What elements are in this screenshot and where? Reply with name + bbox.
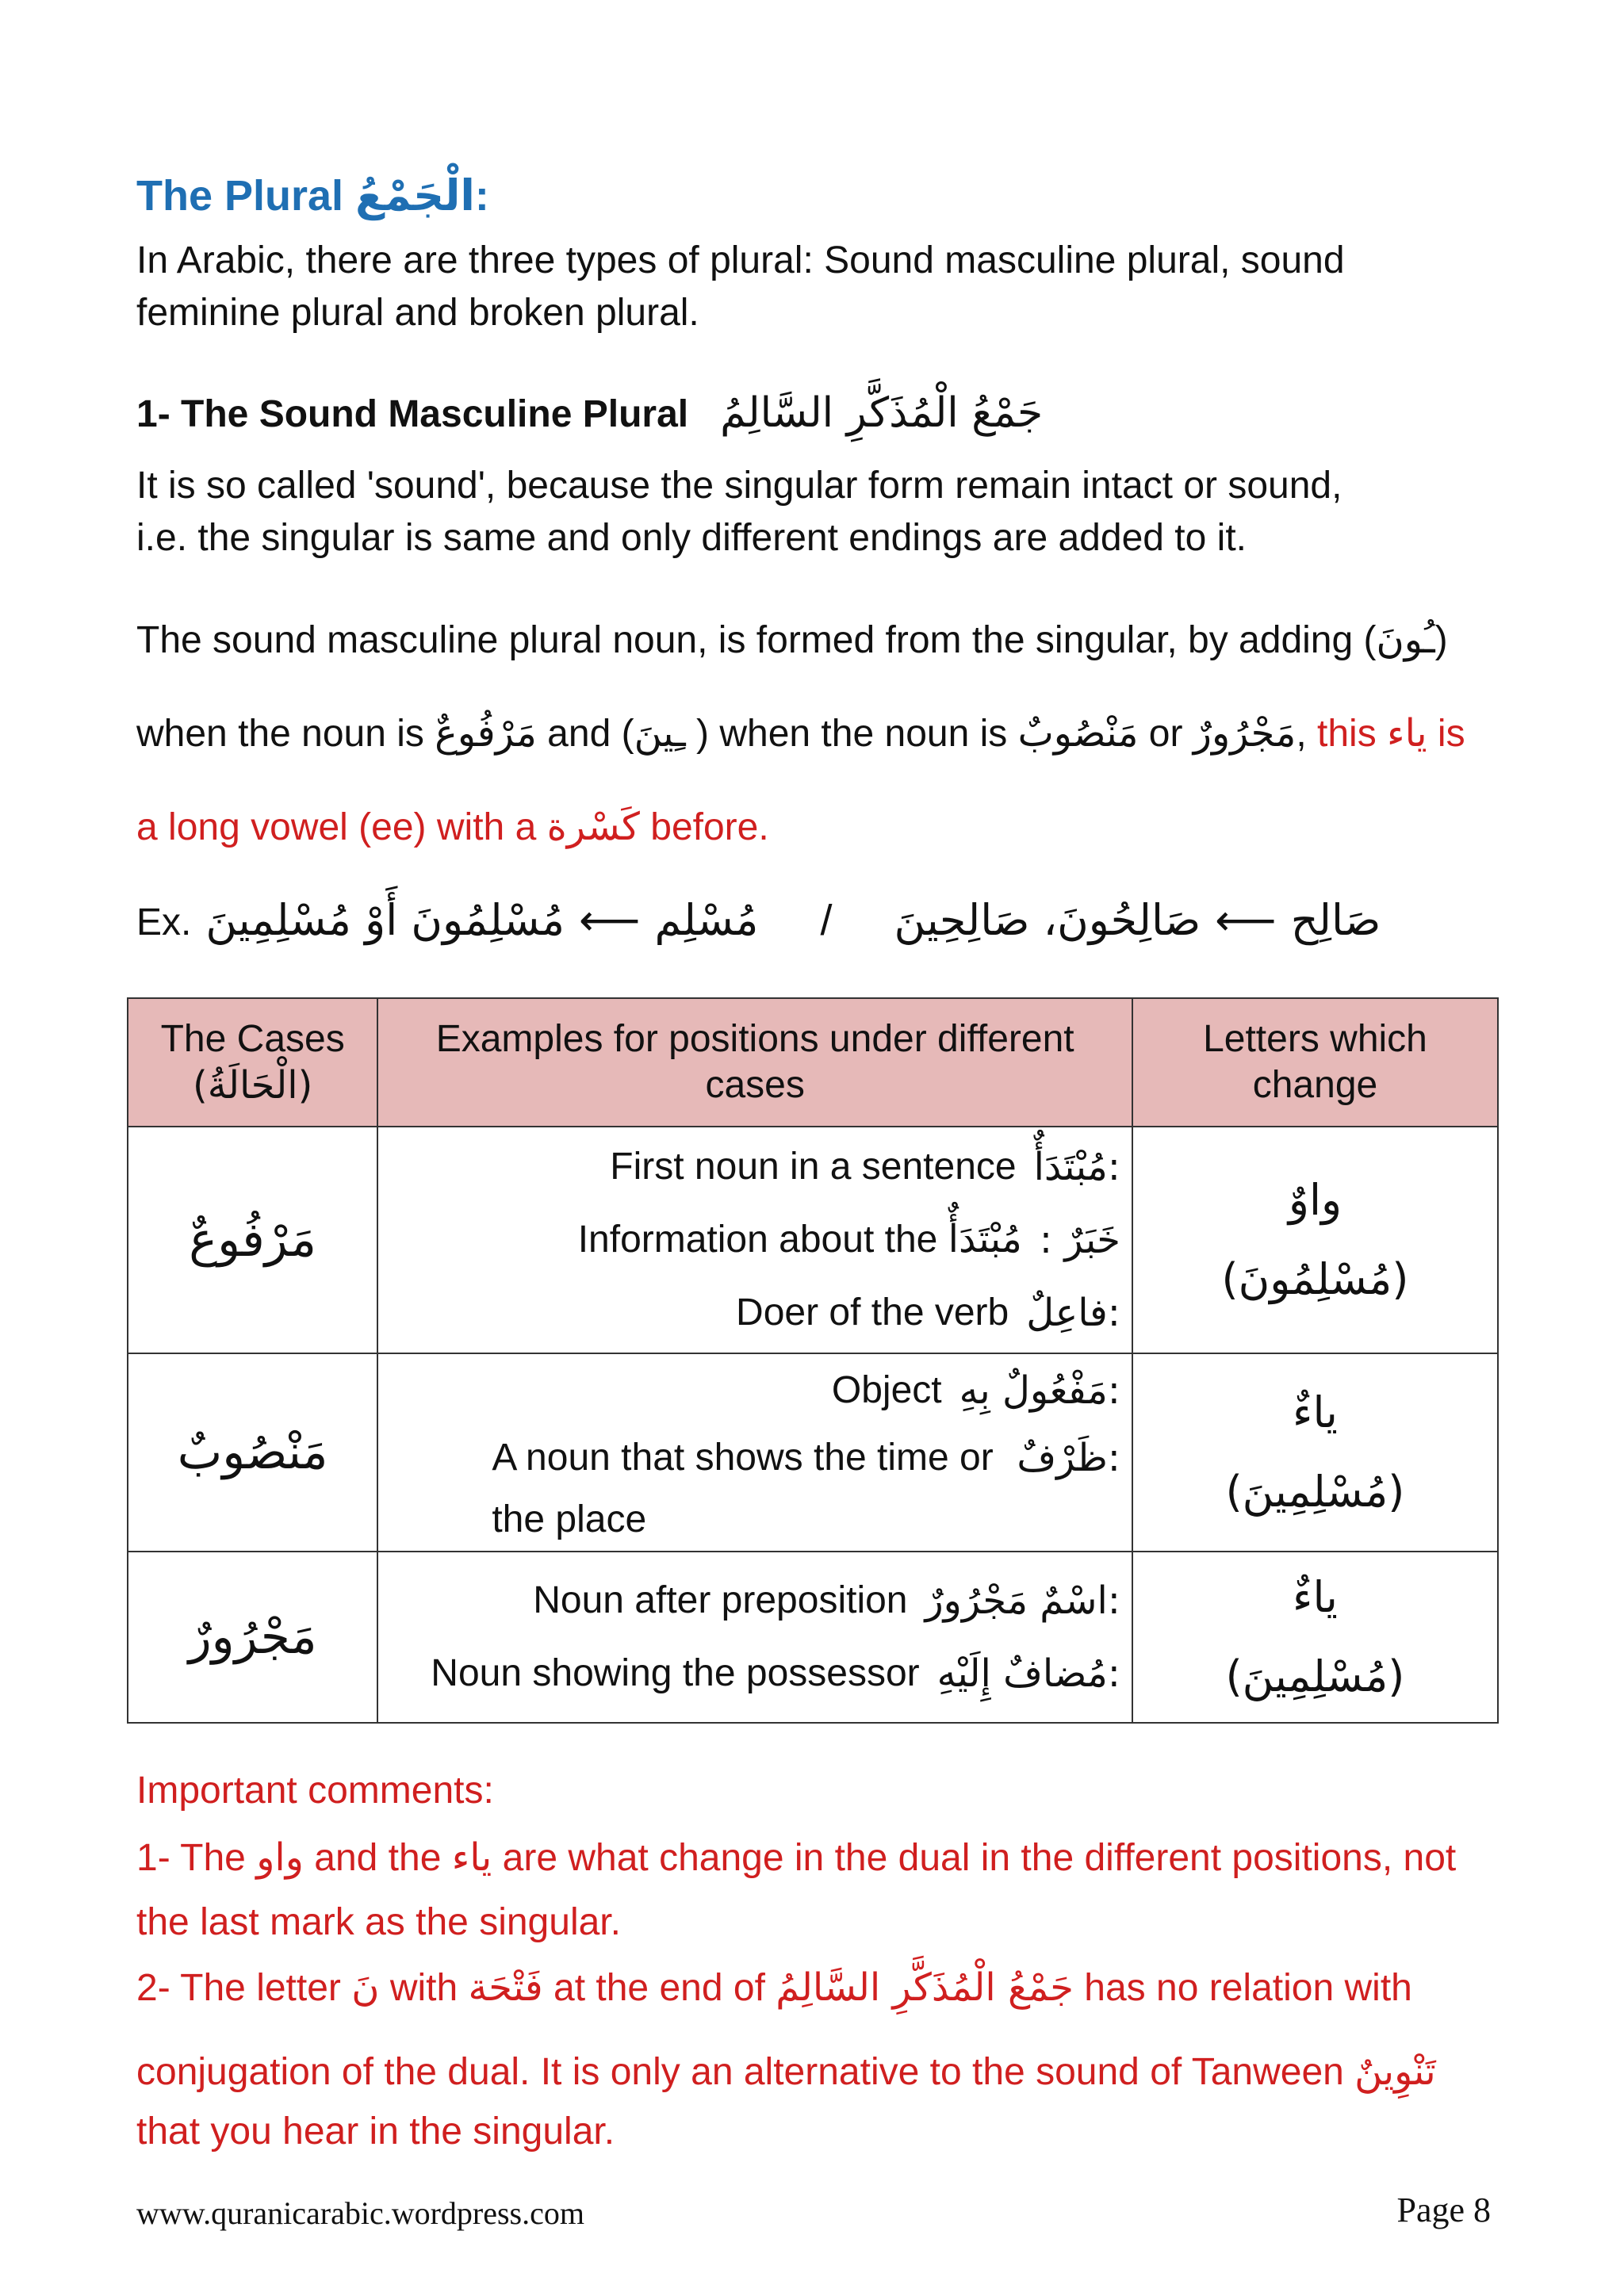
term-mansub: مَنْصُوبٌ xyxy=(1017,711,1139,756)
comment-2-text-a: 2- The letter xyxy=(136,1967,352,2009)
letters-cell xyxy=(1132,1353,1498,1552)
example-2-plurals: مُسْلِمُونَ أَوْ مُسْلِمِينَ xyxy=(205,895,565,945)
header-cases-ar: (الْحَالَةُ) xyxy=(192,1063,313,1108)
cases-table xyxy=(127,997,1499,1724)
comment-2-line-1 xyxy=(136,1961,1497,2015)
comment-1-text-c: are what change in the dual in the different positions, not xyxy=(492,1837,1457,1879)
example-item xyxy=(378,1276,1132,1349)
example-ar: اسْمٌ مَجْرُورٌ: xyxy=(925,1578,1120,1623)
formation-this: this xyxy=(1317,713,1388,755)
definition-line-1: It is so called 'sound', because the singular form remain intact or sound, xyxy=(136,465,1342,507)
term-waw: واو xyxy=(256,1835,304,1880)
example-ar: ظَرْفٌ: xyxy=(1017,1436,1120,1480)
comment-1-line-1 xyxy=(136,1831,1497,1885)
comment-1-text-b: and the xyxy=(303,1837,452,1879)
example-en: Noun after preposition xyxy=(533,1579,908,1621)
formation-text-3b: before. xyxy=(639,806,769,848)
comment-2-text-b: with xyxy=(379,1967,469,2009)
letter-example: (مُسْلِمُونَ) xyxy=(1221,1254,1409,1304)
formation-or: or xyxy=(1138,713,1193,755)
examples-cell xyxy=(377,1353,1132,1552)
letter-waw: واوٌ xyxy=(1288,1175,1342,1225)
comment-1-text-a: 1- The xyxy=(136,1837,257,1879)
example-item xyxy=(378,1427,1132,1551)
example-ar: مُبْتَدَأٌ: xyxy=(1033,1145,1120,1189)
example-item xyxy=(378,1354,1132,1427)
title-english: The Plural xyxy=(136,172,344,220)
header-examples xyxy=(377,998,1132,1127)
letter-ya: ياءٌ xyxy=(1293,1572,1338,1622)
case-majrur: مَجْرُورٌ xyxy=(128,1552,377,1723)
example-item xyxy=(378,1564,1132,1637)
letters-cell xyxy=(1132,1127,1498,1353)
example-ar: فاعِلٌ: xyxy=(1026,1291,1120,1335)
title-colon: : xyxy=(474,172,489,220)
letter-example: (مُسْلِمِينَ) xyxy=(1225,1651,1405,1701)
definition-line-2: i.e. the singular is same and only different endings are added to it. xyxy=(136,517,1247,559)
example-separator: / xyxy=(820,897,833,944)
letter-example: (مُسْلِمِينَ) xyxy=(1225,1467,1405,1517)
table-row xyxy=(128,1127,1498,1353)
case-mansub: مَنْصُوبٌ xyxy=(128,1353,377,1552)
comment-2-text-c: at the end of xyxy=(542,1967,776,2009)
formation-line-2 xyxy=(136,707,1497,760)
comment-2-line-3: that you hear in the singular. xyxy=(136,2110,615,2152)
letters-cell xyxy=(1132,1552,1498,1723)
header-letters-text: Letters which change xyxy=(1203,1018,1427,1106)
left-arrow-icon: ⟵ xyxy=(1215,897,1277,944)
header-examples-text: Examples for positions under different cases xyxy=(435,1018,1074,1106)
example-ar: : خَبَرٌ xyxy=(1039,1218,1120,1262)
example-en: Doer of the verb xyxy=(736,1292,1009,1334)
formation-line-1 xyxy=(136,614,1497,667)
example-en: Information about the مُبْتَدَأٌ xyxy=(577,1219,1022,1261)
example-2-singular: مُسْلِم xyxy=(654,895,759,945)
section-heading xyxy=(136,387,1497,441)
formation-text-2c: ) when the noun is xyxy=(685,713,1018,755)
table-row xyxy=(128,1353,1498,1552)
formation-suffix-ina: ـِينَ xyxy=(634,711,686,756)
examples-cell xyxy=(377,1552,1132,1723)
term-nun: نَ xyxy=(351,1965,380,2010)
case-marfu: مَرْفُوعٌ xyxy=(128,1127,377,1353)
example-en: First noun in a sentence xyxy=(610,1146,1017,1188)
term-sound-masc-plural: جَمْعُ الْمُذَكَّرِ السَّالِمُ xyxy=(776,1965,1074,2010)
examples-cell xyxy=(377,1127,1132,1353)
formation-line-3 xyxy=(136,801,1497,854)
example-item xyxy=(378,1131,1132,1203)
header-letters xyxy=(1132,998,1498,1127)
intro-line-1: In Arabic, there are three types of plural: Sound masculine plural, sound xyxy=(136,239,1345,281)
header-cases-en: The Cases xyxy=(160,1018,345,1060)
left-arrow-icon: ⟵ xyxy=(579,897,641,944)
term-marfu: مَرْفُوعٌ xyxy=(435,711,537,756)
formation-text-2b: and ( xyxy=(536,713,634,755)
example-label: Ex. xyxy=(136,901,192,943)
formation-paren: ) xyxy=(1434,619,1448,661)
example-line xyxy=(136,894,1497,949)
intro-line-2: feminine plural and broken plural. xyxy=(136,292,699,334)
formation-suffix-una: ـُونَ xyxy=(1376,618,1435,662)
term-fatha: فَتْحَة xyxy=(468,1965,543,2010)
comments-heading: Important comments: xyxy=(136,1770,494,1812)
title-arabic: الْجَمْعُ xyxy=(355,170,475,220)
table-header-row xyxy=(128,998,1498,1127)
example-en: A noun that shows the time or the place xyxy=(492,1437,994,1540)
example-ar: مُضافٌ إِلَيْهِ: xyxy=(936,1651,1120,1696)
comment-2-line-2 xyxy=(136,2045,1497,2099)
example-1-singular: صَالِح xyxy=(1290,895,1381,945)
example-ar: مَفْعُولٌ بِهِ: xyxy=(959,1368,1120,1413)
term-majrur: مَجْرُورٌ xyxy=(1193,711,1297,756)
formation-text-2a: when the noun is xyxy=(136,713,435,755)
comment-1-line-2: the last mark as the singular. xyxy=(136,1901,621,1943)
formation-text-3a: a long vowel (ee) with a xyxy=(136,806,547,848)
header-cases xyxy=(128,998,377,1127)
section-title-english: 1- The Sound Masculine Plural xyxy=(136,393,689,435)
section-title-arabic: جَمْعُ الْمُذَكَّرِ السَّالِمُ xyxy=(720,389,1044,437)
example-1-plurals: صَالِحُونَ، صَالِحِينَ xyxy=(894,895,1201,945)
term-ya: ياء xyxy=(451,1835,492,1880)
formation-comma: , xyxy=(1296,713,1317,755)
example-en: Noun showing the possessor xyxy=(431,1652,920,1694)
term-ya: ياء xyxy=(1387,711,1427,756)
example-en: Object xyxy=(831,1369,942,1411)
formation-is: is xyxy=(1427,713,1465,755)
comment-2-text-e: conjugation of the dual. It is only an alternative to the sound of Tanween xyxy=(136,2051,1355,2093)
formation-text-1: The sound masculine plural noun, is formed from the singular, by adding ( xyxy=(136,619,1377,661)
term-kasra: كَسْرة xyxy=(546,805,640,849)
term-tanween: تَنْوِينٌ xyxy=(1354,2049,1436,2094)
page-title xyxy=(136,170,1497,222)
example-item xyxy=(378,1203,1132,1276)
letter-ya: ياءٌ xyxy=(1293,1387,1338,1437)
footer-page-number: Page 8 xyxy=(1396,2191,1491,2229)
comment-2-text-d: has no relation with xyxy=(1073,1967,1412,2009)
table-row xyxy=(128,1552,1498,1723)
footer-url: www.quranicarabic.wordpress.com xyxy=(136,2195,584,2231)
example-item xyxy=(378,1637,1132,1710)
